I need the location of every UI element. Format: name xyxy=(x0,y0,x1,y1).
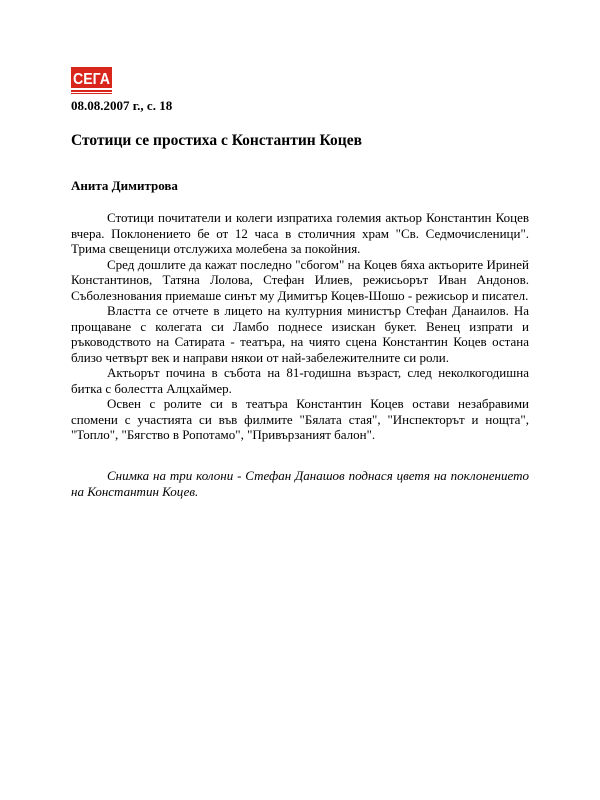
article-body xyxy=(71,210,529,443)
logo-wordmark: СЕГА xyxy=(73,71,111,88)
sega-logo-graphic xyxy=(71,67,112,95)
article-paragraph: Сред дошлите да кажат последно "сбогом" на Коцев бяха актьорите Ириней Константинов, Татяна Лолова, Стефан Илиев, режисьорът Иван Андонов. Съболезнования приемаше синът му Димитър Коцев-Шошо - режисьор и писател. xyxy=(71,256,529,303)
publication-date-page: 08.08.2007 г., с. 18 xyxy=(71,98,173,113)
article-author: Анита Димитрова xyxy=(71,178,178,193)
article-paragraph: Освен с ролите си в театъра Константин Коцев остави незабравими спомени с участията си във филмите "Бялата стая", "Инспекторът и нощта", "Топло", "Бягство в Ропотамо", "Привързаният балон". xyxy=(71,396,529,442)
article-paragraph: Актьорът почина в събота на 81-годишна възраст, след неколкогодишна битка с болестта Алцхаймер. xyxy=(71,365,529,396)
article-paragraph: Стотици почитатели и колеги изпратиха големия актьор Константин Коцев вчера. Поклонението бе от 12 часа в столичния храм "Св. Седмочисленици". Трима свещеници отслужиха молебена за покойния. xyxy=(71,210,529,256)
article-paragraph: Властта се отчете в лицето на културния министър Стефан Данаилов. На прощаване с колегата си Ламбо поднесе изискан букет. Венец изпрати и ръководството на Сатирата - театъра, на чиято сцена Константин Коцев остана близо четвърт век и направи някои от най-забележителните си роли. xyxy=(71,303,529,365)
article-title: Стотици се простиха с Константин Коцев xyxy=(71,132,362,149)
logo-underline-thin xyxy=(71,93,112,94)
sega-newspaper-logo xyxy=(71,67,112,95)
logo-underline xyxy=(71,90,112,92)
photo-caption: Снимка на три колони - Стефан Данашов поднася цветя на поклонението на Константин Коцев. xyxy=(71,468,529,499)
